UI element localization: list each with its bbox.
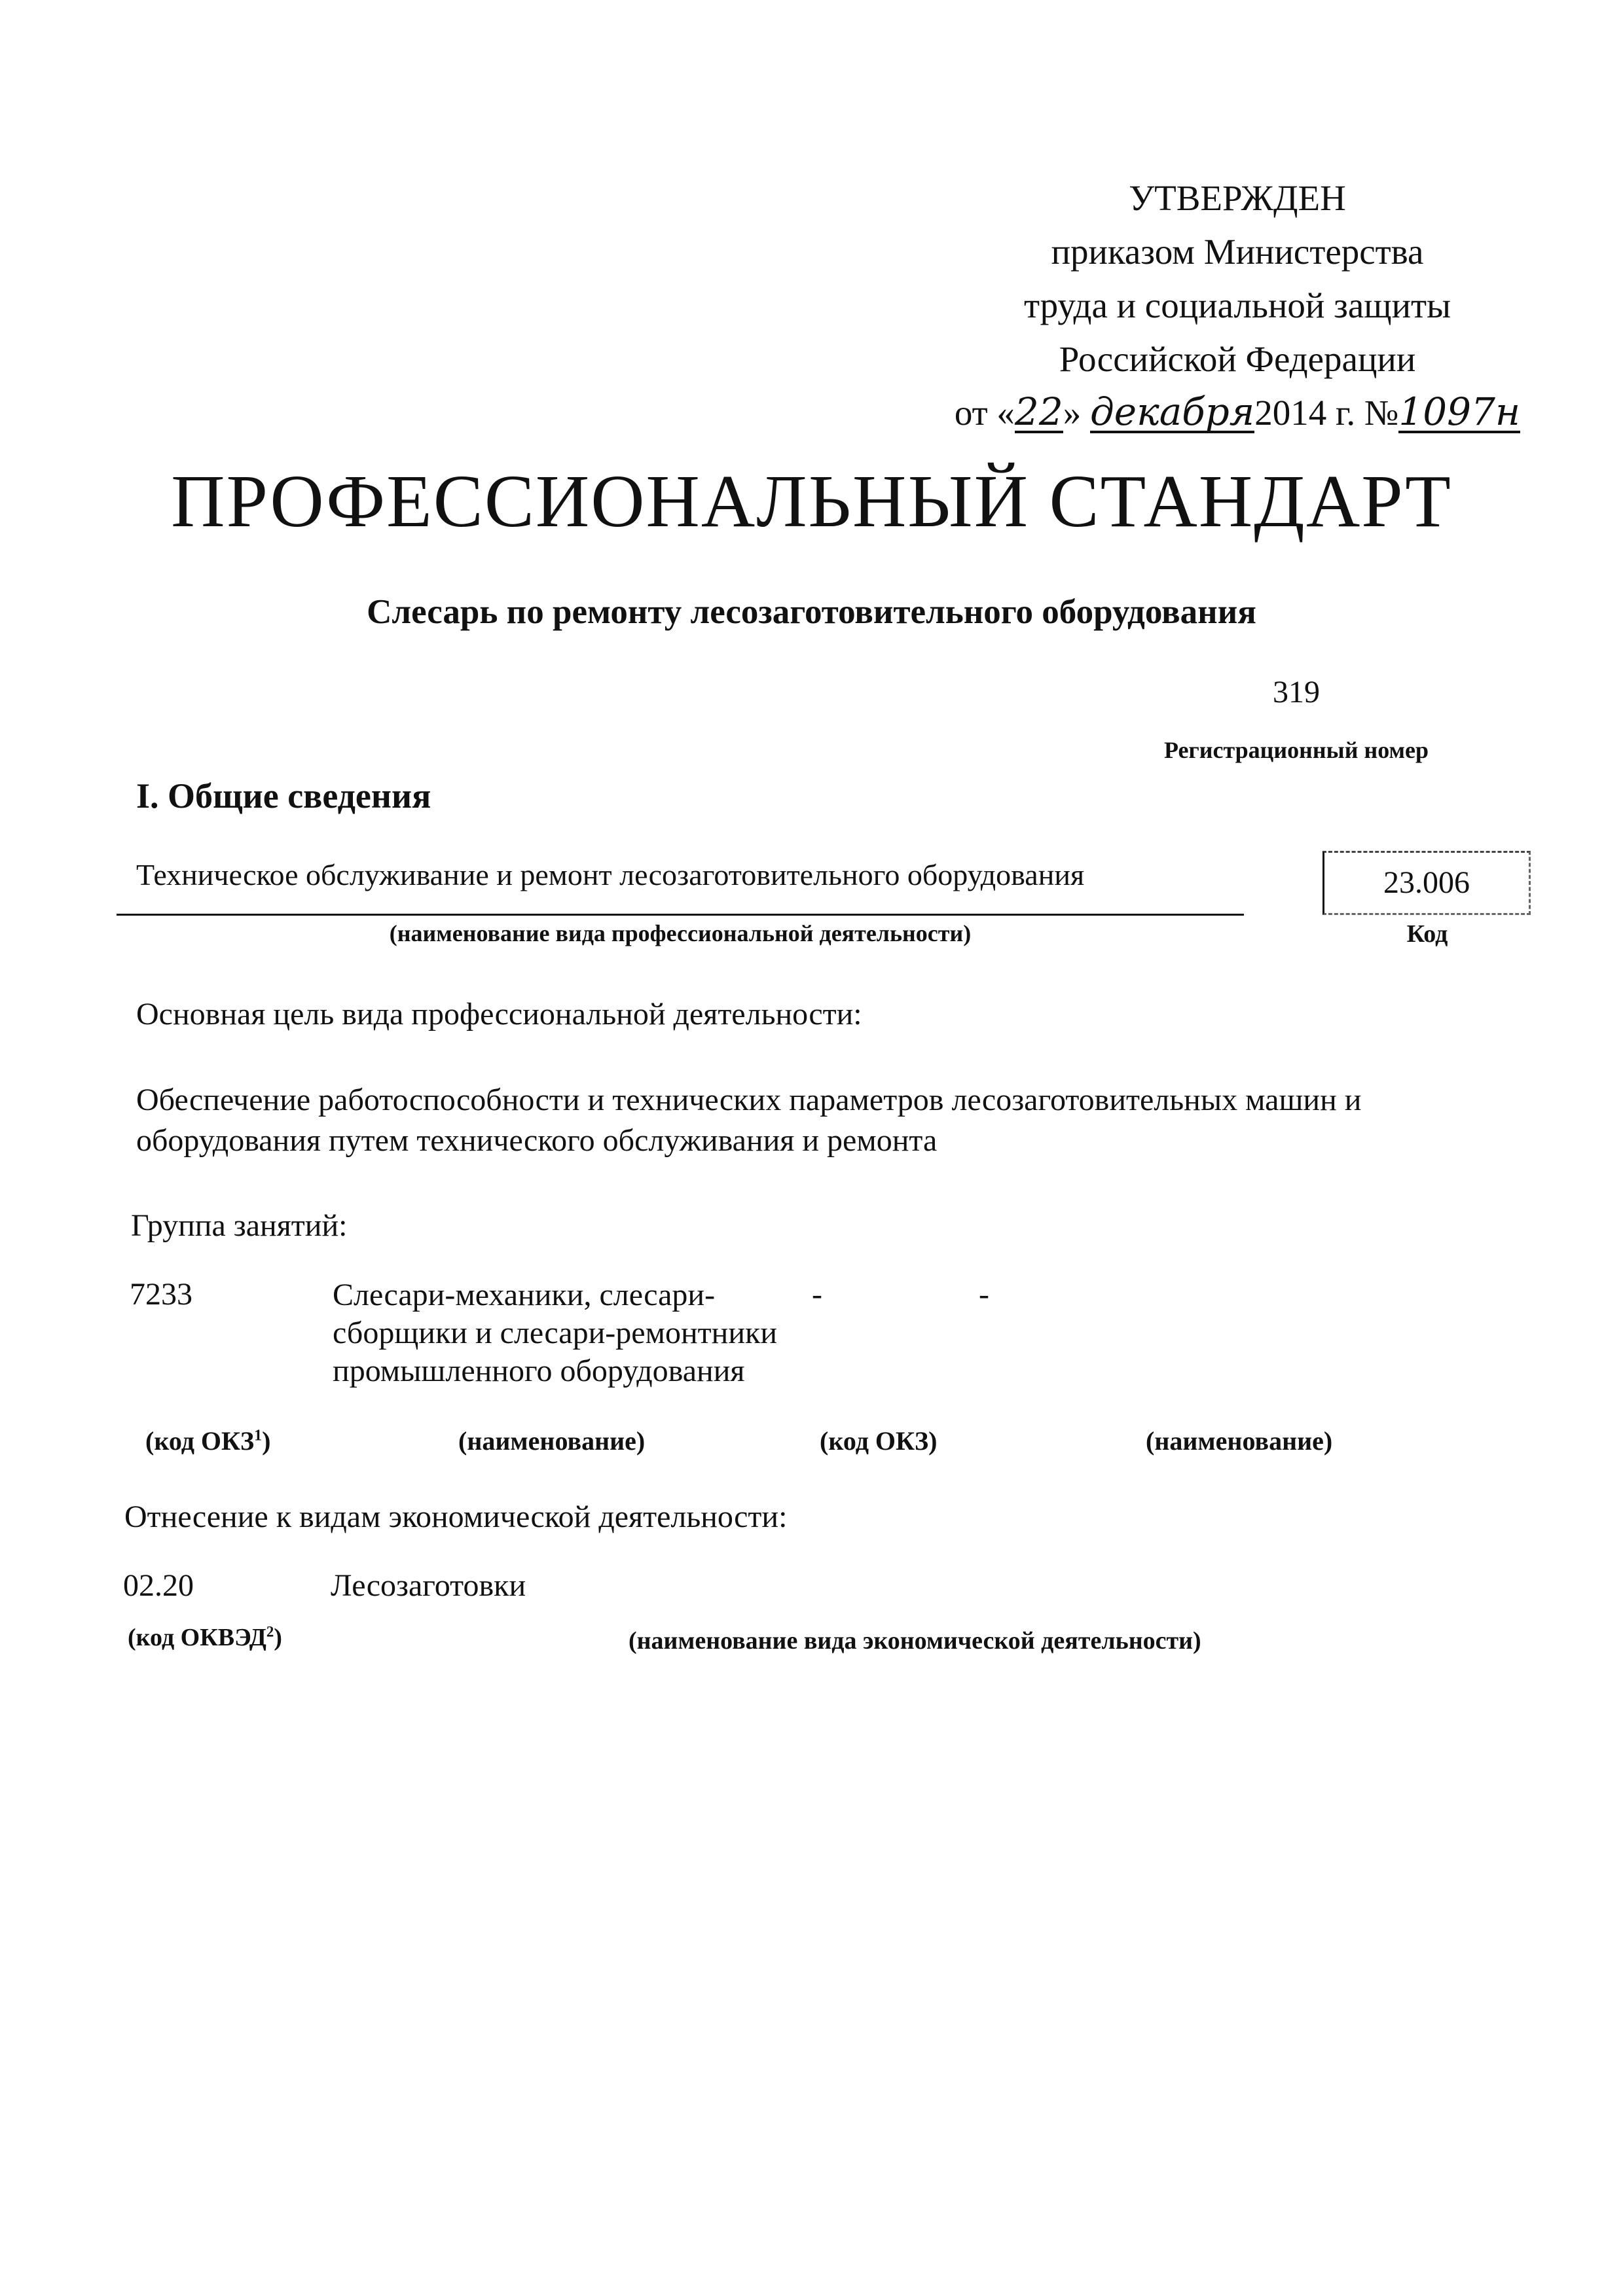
date-quote-close: » [1063, 393, 1082, 433]
okz-code-2: - [812, 1277, 822, 1312]
activity-code-caption: Код [1406, 920, 1448, 948]
date-month-handwritten: декабря [1089, 389, 1255, 434]
activity-name: Техническое обслуживание и ремонт лесозаготовительного оборудования [136, 858, 1085, 891]
date-day-handwritten: 22 [1014, 389, 1063, 434]
okz-name: Слесари-механики, слесари-сборщики и слесари-ремонтники промышленного оборудования [333, 1278, 778, 1388]
okved-name-caption: (наименование вида экономической деятельности) [629, 1627, 1201, 1655]
approval-line-1: УТВЕРЖДЕН [1129, 178, 1346, 218]
activity-code-box: 23.006 [1322, 851, 1531, 915]
okved-code-caption: (код ОКВЭД$^2$) [128, 1623, 282, 1651]
okz-code-2-caption: (код ОКЗ) [820, 1426, 938, 1456]
occupation-group-label: Группа занятий: [131, 1208, 348, 1243]
date-year: 2014 г. № [1254, 393, 1399, 433]
okz-code: 7233 [130, 1277, 192, 1312]
okz-code-caption: (код ОКЗ$^1$) [145, 1426, 271, 1456]
date-prefix: от « [954, 393, 1015, 433]
approval-line-3: труда и социальной защиты [1023, 285, 1451, 325]
footnote-2-marker: 2 [266, 1623, 274, 1640]
goal-label: Основная цель вида профессиональной деятельности: [136, 997, 862, 1031]
section-heading: I. Общие сведения [136, 776, 431, 816]
approval-line-4: Российской Федерации [1059, 339, 1416, 379]
approval-line-2: приказом Министерства [1051, 232, 1424, 272]
activity-caption: (наименование вида профессиональной деятельности) [389, 920, 972, 946]
order-number-handwritten: 1097н [1398, 389, 1521, 434]
document-title: ПРОФЕССИОНАЛЬНЫЙ СТАНДАРТ [171, 459, 1452, 543]
okz-name-2: - [979, 1277, 989, 1312]
activity-underline [117, 914, 1244, 916]
okved-code: 02.20 [123, 1568, 194, 1603]
okz-name-caption: (наименование) [458, 1426, 646, 1456]
economic-activity-label: Отнесение к видам экономической деятельности: [124, 1499, 788, 1534]
document-subtitle: Слесарь по ремонту лесозаготовительного оборудования [367, 593, 1256, 631]
footnote-1-marker: 1 [254, 1427, 263, 1444]
registration-number: 319 [1273, 675, 1320, 709]
goal-text: Обеспечение работоспособности и технических параметров лесозаготовительных машин и оборудования путем технического обслуживания и ремонта [136, 1083, 1362, 1158]
okved-name: Лесозаготовки [331, 1568, 526, 1603]
approval-date-line [949, 386, 1525, 440]
registration-label: Регистрационный номер [1163, 737, 1429, 763]
okz-name-2-caption: (наименование) [1146, 1426, 1333, 1456]
approval-block [949, 171, 1525, 440]
